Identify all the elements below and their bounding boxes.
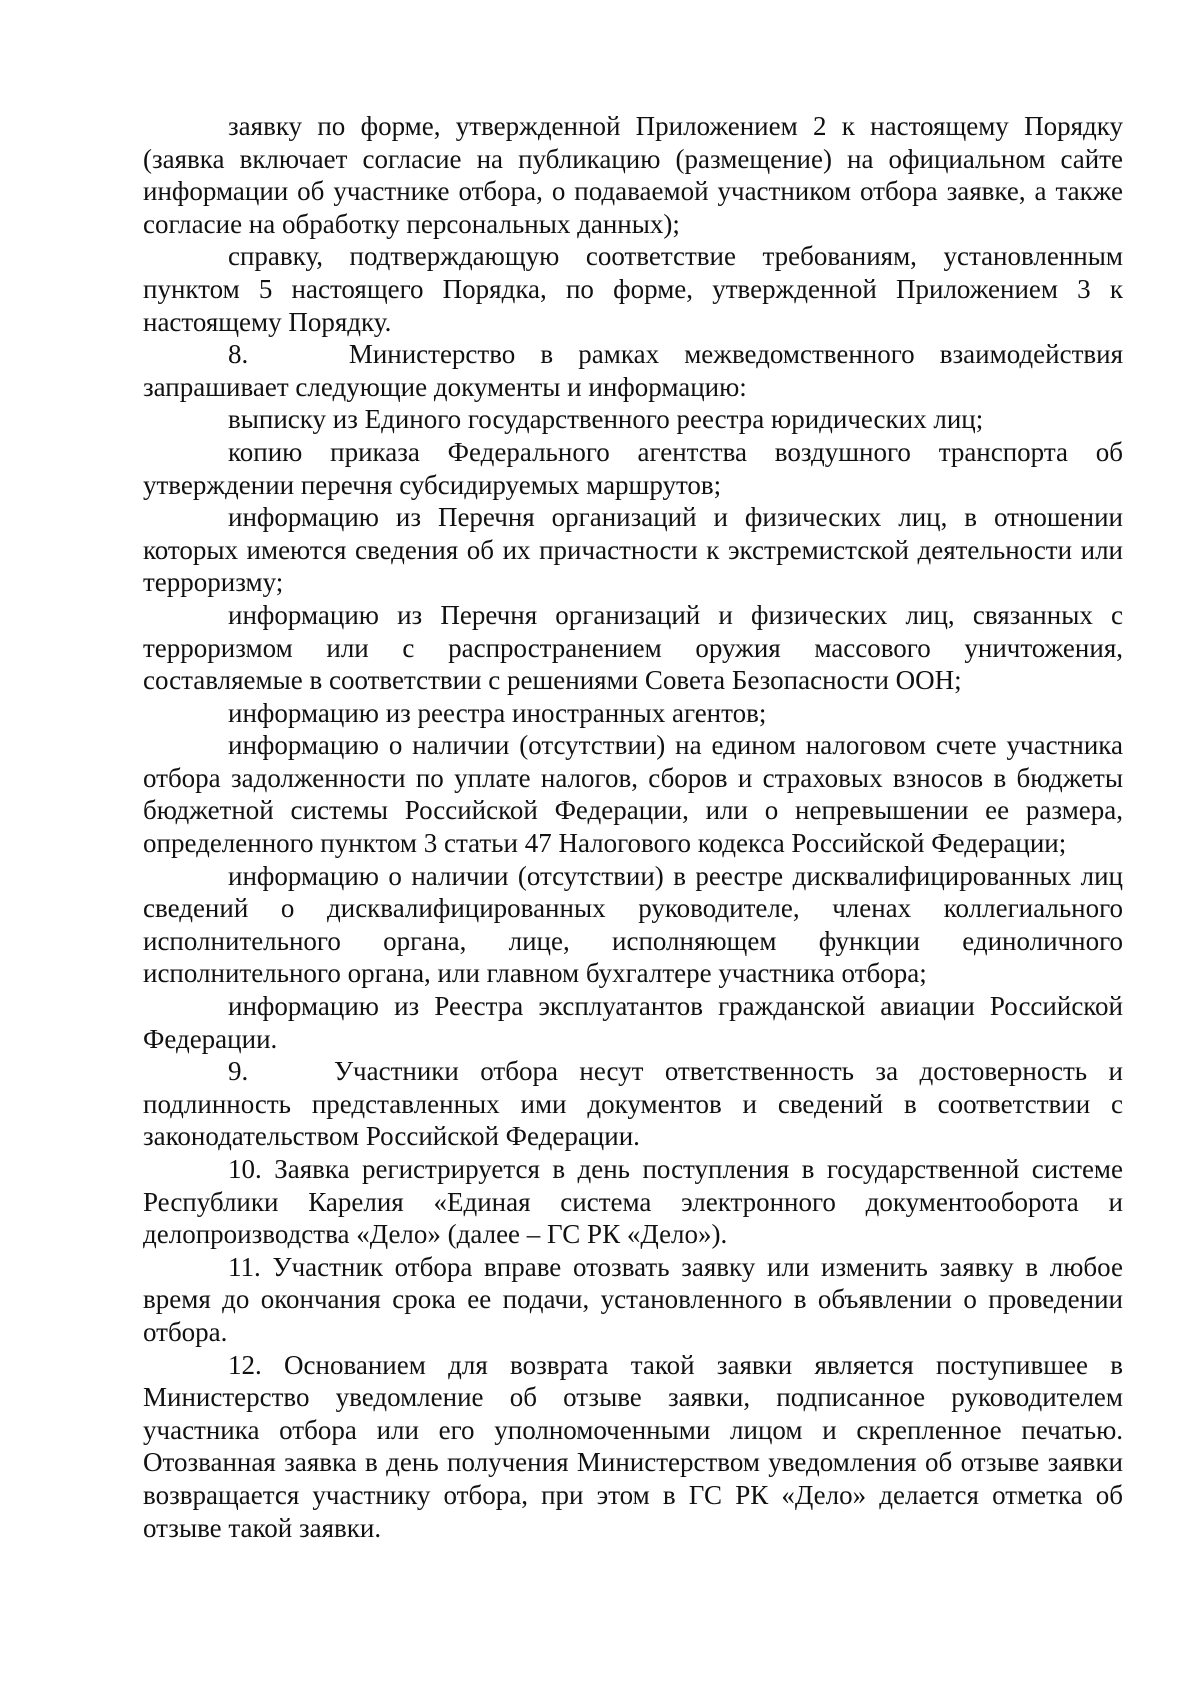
paragraph-terrorism-list: информацию из Перечня организаций и физических лиц, связанных с терроризмом или с распространением оружия массового уничтожения, составляемые в соответствии с решениями Совета Безопасности ООН; (143, 599, 1123, 696)
paragraph-item-11: 11. Участник отбора вправе отозвать заявку или изменить заявку в любое время до окончания срока ее подачи, установленного в объявлении о проведении отбора. (143, 1251, 1123, 1347)
paragraph-application-form: заявку по форме, утвержденной Приложением 2 к настоящему Порядку (заявка включает согласие на публикацию (размещение) на официальном сайте информации об участнике отбора, о подаваемой участником отбора заявке, а также согласие на обработку персональных данных); (143, 111, 1123, 239)
paragraph-compliance-certificate: справку, подтверждающую соответствие требованиям, установленным пунктом 5 настоящего Порядка, по форме, утвержденной Приложением 3 к настоящему Порядку. (143, 241, 1123, 337)
paragraph-disqualified-persons: информацию о наличии (отсутствии) в реестре дисквалифицированных лиц сведений о дисквалифицированных руководителе, членах коллегиального исполнительного органа, лице, исполняющем функции единоличного исполнительного органа, или главном бухгалтере участника отбора; (143, 860, 1123, 989)
paragraph-foreign-agents: информацию из реестра иностранных агентов; (228, 697, 767, 728)
document-page (143, 110, 1123, 1544)
paragraph-tax-debt: информацию о наличии (отсутствии) на едином налоговом счете участника отбора задолженности по уплате налогов, сборов и страховых взносов в бюджеты бюджетной системы Российской Федерации, или о непревышении ее размера, определенного пунктом 3 статьи 47 Налогового кодекса Российской Федерации; (143, 730, 1123, 859)
paragraph-extremism-list: информацию из Перечня организаций и физических лиц, в отношении которых имеются сведения об их причастности к экстремистской деятельности или терроризму; (143, 502, 1123, 598)
paragraph-egrul-extract: выписку из Единого государственного реестра юридических лиц; (228, 404, 984, 435)
paragraph-item-10: 10. Заявка регистрируется в день поступления в государственной системе Республики Карелия «Единая система электронного документооборота и делопроизводства «Дело» (далее – ГС РК «Дело»). (143, 1154, 1123, 1250)
paragraph-item-12: 12. Основанием для возврата такой заявки является поступившее в Министерство уведомление об отзыве заявки, подписанное руководителем участника отбора или его уполномоченными лицом и скрепленное печатью. Отозванная заявка в день получения Министерством уведомления об отзыве заявки возвращается участнику отбора, при этом в ГС РК «Дело» делается отметка об отзыве такой заявки. (143, 1349, 1123, 1543)
paragraph-rosaviatsiya-order: копию приказа Федерального агентства воздушного транспорта об утверждении перечня субсидируемых маршрутов; (143, 436, 1123, 500)
paragraph-aviation-operators: информацию из Реестра эксплуатантов гражданской авиации Российской Федерации. (143, 991, 1123, 1054)
paragraph-item-8: 8. Министерство в рамках межведомственного взаимодействия запрашивает следующие документы и информацию: (143, 339, 1123, 402)
paragraph-item-9: 9. Участники отбора несут ответственность за достоверность и подлинность представленных ими документов и сведений в соответствии с законодательством Российской Федерации. (143, 1056, 1123, 1152)
